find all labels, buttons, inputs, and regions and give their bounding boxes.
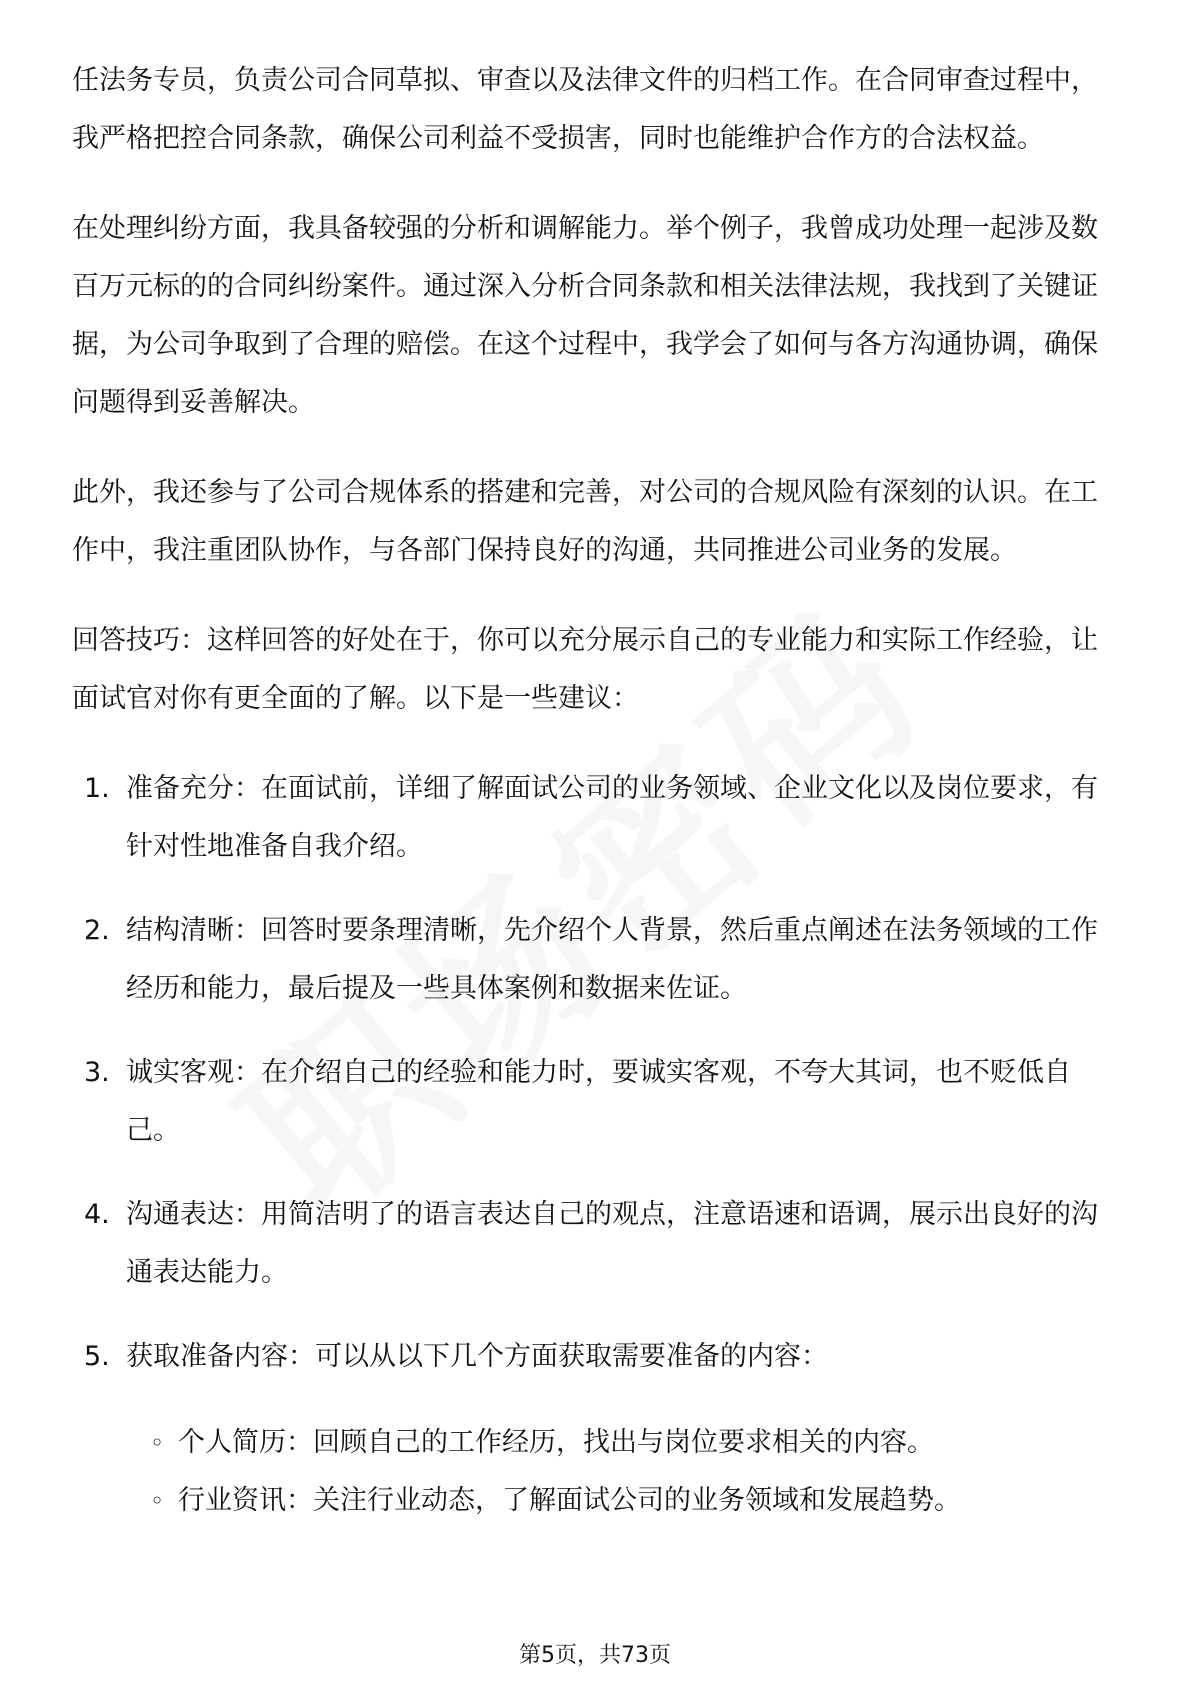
bullet-icon: ◦ [150,1429,165,1457]
list-item [72,902,1122,1018]
sub-list [126,1414,1122,1530]
list-number: 4. [84,1199,110,1230]
list-item-text: 准备充分：在面试前，详细了解面试公司的业务领域、企业文化以及岗位要求，有针对性地准备自我介绍。 [126,773,1098,862]
paragraph: 回答技巧：这样回答的好处在于，你可以充分展示自己的专业能力和实际工作经验，让面试官对你有更全面的了解。以下是一些建议： [72,625,1098,714]
sub-list-item [126,1414,1122,1472]
list-item [72,1044,1122,1160]
paragraph: 任法务专员，负责公司合同草拟、审查以及法律文件的归档工作。在合同审查过程中，我严格把控合同条款，确保公司利益不受损害，同时也能维护合作方的合法权益。 [72,65,1098,154]
bullet-icon: ◦ [150,1487,165,1515]
sub-list-item-text: 行业资讯：关注行业动态，了解面试公司的业务领域和发展趋势。 [178,1485,961,1516]
page-content [72,52,1122,1556]
list-item-text: 结构清晰：回答时要条理清晰，先介绍个人背景，然后重点阐述在法务领域的工作经历和能力，最后提及一些具体案例和数据来佐证。 [126,915,1098,1004]
list-item [72,1186,1122,1302]
sub-list-item [126,1472,1122,1530]
tips-list [72,760,1122,1530]
list-number: 3. [84,1057,110,1088]
paragraph: 在处理纠纷方面，我具备较强的分析和调解能力。举个例子，我曾成功处理一起涉及数百万元标的的合同纠纷案件。通过深入分析合同条款和相关法律法规，我找到了关键证据，为公司争取到了合理的赔偿。在这个过程中，我学会了如何与各方沟通协调，确保问题得到妥善解决。 [72,213,1098,418]
list-item [72,1328,1122,1530]
list-item-text: 沟通表达：用简洁明了的语言表达自己的观点，注意语速和语调，展示出良好的沟通表达能力。 [126,1199,1098,1288]
sub-list-item-text: 个人简历：回顾自己的工作经历，找出与岗位要求相关的内容。 [178,1427,934,1458]
list-item [72,760,1122,876]
list-number: 5. [84,1341,110,1372]
list-number: 1. [84,773,110,804]
list-item-text: 诚实客观：在介绍自己的经验和能力时，要诚实客观，不夸大其词，也不贬低自己。 [126,1057,1071,1146]
list-number: 2. [84,915,110,946]
list-item-text: 获取准备内容：可以从以下几个方面获取需要准备的内容： [126,1341,828,1372]
paragraph: 此外，我还参与了公司合规体系的搭建和完善，对公司的合规风险有深刻的认识。在工作中，我注重团队协作，与各部门保持良好的沟通，共同推进公司业务的发展。 [72,477,1098,566]
page-number: 第5页，共73页 [519,1643,671,1668]
